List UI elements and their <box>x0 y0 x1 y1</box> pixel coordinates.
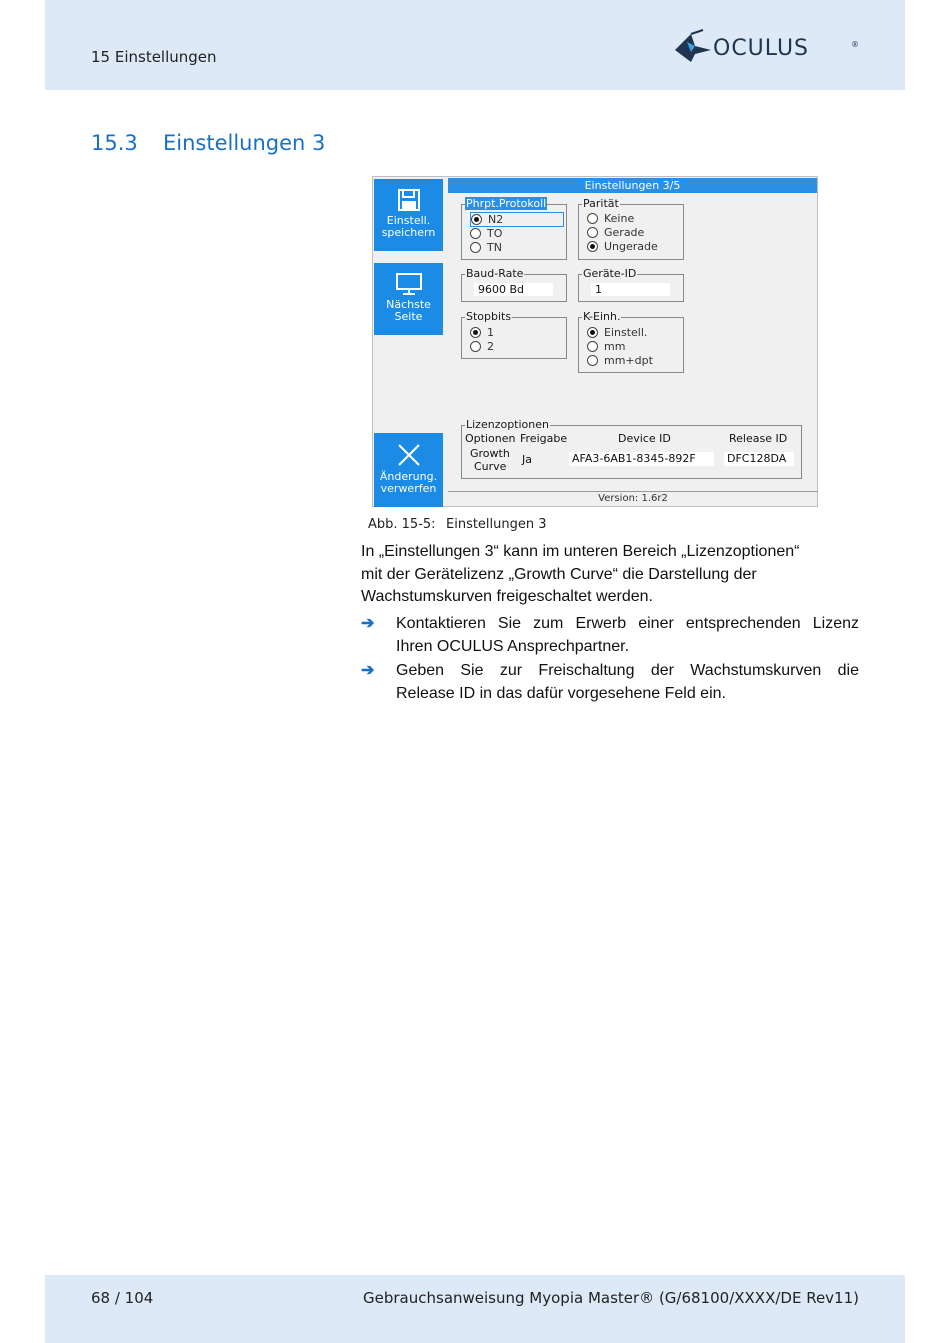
protocol-option-n2[interactable] <box>470 212 564 227</box>
paragraph-line: In „Einstellungen 3“ kann im unteren Bereich „Lizenzoptionen“ <box>361 543 800 560</box>
k-unit-option-mm[interactable] <box>587 340 625 353</box>
radio-icon <box>470 341 481 352</box>
settings-screenshot <box>372 176 818 507</box>
license-release-id-field[interactable]: DFC128DA <box>724 452 794 466</box>
license-legend: Lizenzoptionen <box>466 418 549 431</box>
baud-rate-field[interactable]: 9600 Bd <box>474 283 553 296</box>
logo-registered-mark: ® <box>851 40 859 49</box>
intro-paragraph <box>361 541 859 609</box>
radio-selected-icon <box>587 327 598 338</box>
license-col-device-id: Device ID <box>618 432 671 445</box>
radio-icon <box>587 213 598 224</box>
license-release-state-value: Ja <box>522 453 532 466</box>
next-page-label-2: Seite <box>394 310 423 323</box>
radio-selected-icon <box>587 241 598 252</box>
instruction-line: Release ID in das dafür vorgesehene Feld ein. <box>396 684 726 702</box>
chapter-title: 15 Einstellungen <box>91 48 217 66</box>
k-unit-option-label: mm <box>604 340 626 353</box>
paragraph-line: Wachstumskurven freigeschaltet werden. <box>361 588 653 605</box>
radio-icon <box>587 227 598 238</box>
k-unit-option-label: Einstell. <box>604 326 648 339</box>
radio-icon <box>587 355 598 366</box>
license-option-name-2: Curve <box>474 460 507 473</box>
x-cross-icon <box>397 443 421 467</box>
page-header <box>45 0 905 90</box>
floppy-disk-icon <box>398 189 420 211</box>
device-id-group <box>578 267 684 302</box>
parity-option-label: Keine <box>604 212 635 225</box>
k-unit-option-mm-dpt[interactable] <box>587 354 653 367</box>
radio-icon <box>470 242 481 253</box>
protocol-group <box>461 197 567 260</box>
device-id-legend: Geräte-ID <box>583 267 637 280</box>
discard-changes-label-1: Änderung. <box>379 470 438 483</box>
discard-changes-label-2: verwerfen <box>380 482 437 495</box>
radio-selected-icon <box>471 214 482 225</box>
section-title: Einstellungen 3 <box>163 131 326 155</box>
stopbits-option-1[interactable] <box>470 326 494 339</box>
k-unit-group <box>578 310 684 373</box>
caption-label: Abb. 15-5: <box>368 517 436 532</box>
radio-icon <box>470 228 481 239</box>
section-number: 15.3 <box>91 131 138 155</box>
oculus-logo <box>673 26 863 66</box>
license-device-id-value: AFA3-6AB1-8345-892F <box>569 452 714 466</box>
radio-selected-icon <box>470 327 481 338</box>
protocol-option-label: TO <box>487 227 503 240</box>
figure-caption <box>368 517 547 532</box>
parity-option-keine[interactable] <box>587 212 634 225</box>
arrow-right-icon: ➔ <box>361 662 375 679</box>
panel-divider <box>448 491 818 492</box>
stopbits-option-2[interactable] <box>470 340 494 353</box>
instruction-text <box>396 660 859 705</box>
k-unit-option-label: mm+dpt <box>604 354 653 367</box>
save-settings-button[interactable] <box>374 179 443 251</box>
k-unit-legend: K-Einh. <box>583 310 621 323</box>
protocol-option-label: TN <box>487 241 502 254</box>
k-unit-option-einstell[interactable] <box>587 326 647 339</box>
protocol-legend: Phrpt.Protokoll <box>466 197 547 210</box>
parity-group <box>578 197 684 260</box>
license-col-release-id: Release ID <box>729 432 788 445</box>
instruction-item <box>361 613 859 659</box>
settings-panel <box>448 177 818 507</box>
stopbits-option-label: 1 <box>487 326 494 339</box>
parity-legend: Parität <box>583 197 619 210</box>
arrow-right-icon: ➔ <box>361 615 375 632</box>
device-id-field[interactable]: 1 <box>591 283 670 296</box>
instruction-line: Ihren OCULUS Ansprechpartner. <box>396 637 630 655</box>
discard-changes-button[interactable] <box>374 433 443 507</box>
protocol-option-to[interactable] <box>470 227 502 240</box>
next-page-label-1: Nächste <box>386 298 431 311</box>
panel-title: Einstellungen 3/5 <box>448 178 817 193</box>
protocol-option-tn[interactable] <box>470 241 502 254</box>
next-page-button[interactable] <box>374 263 443 335</box>
section-heading <box>91 131 325 155</box>
parity-option-ungerade[interactable] <box>587 240 658 253</box>
license-col-release-state: Freigabe <box>520 432 568 445</box>
page-footer <box>45 1275 905 1343</box>
parity-option-gerade[interactable] <box>587 226 644 239</box>
baud-rate-legend: Baud-Rate <box>466 267 524 280</box>
protocol-option-label: N2 <box>488 213 504 226</box>
document-id: Gebrauchsanweisung Myopia Master® (G/68100/XXXX/DE Rev11) <box>363 1289 859 1307</box>
license-option-name-1: Growth <box>470 447 510 460</box>
monitor-icon <box>396 273 422 295</box>
radio-icon <box>587 341 598 352</box>
instruction-text <box>396 613 859 658</box>
save-settings-label-1: Einstell. <box>386 214 431 227</box>
stopbits-legend: Stopbits <box>466 310 512 323</box>
paragraph-line: mit der Gerätelizenz „Growth Curve“ die Darstellung der <box>361 565 757 583</box>
parity-option-label: Ungerade <box>604 240 658 253</box>
save-settings-label-2: speichern <box>381 226 436 239</box>
instruction-item <box>361 660 859 706</box>
instruction-line: Kontaktieren Sie zum Erwerb einer entsprechenden Lizenz <box>396 615 859 632</box>
caption-text: Einstellungen 3 <box>446 517 547 532</box>
parity-option-label: Gerade <box>604 226 645 239</box>
license-col-options: Optionen <box>465 432 516 445</box>
version-label: Version: 1.6r2 <box>598 493 668 504</box>
stopbits-option-label: 2 <box>487 340 494 353</box>
baud-rate-group <box>461 267 567 302</box>
page-number: 68 / 104 <box>91 1289 154 1307</box>
instruction-line: Geben Sie zur Freischaltung der Wachstumskurven die <box>396 662 859 679</box>
license-options-group <box>461 418 802 479</box>
logo-text: OCULUS <box>713 36 810 61</box>
stopbits-group <box>461 310 567 359</box>
oculus-logo-mark-icon <box>673 28 715 64</box>
